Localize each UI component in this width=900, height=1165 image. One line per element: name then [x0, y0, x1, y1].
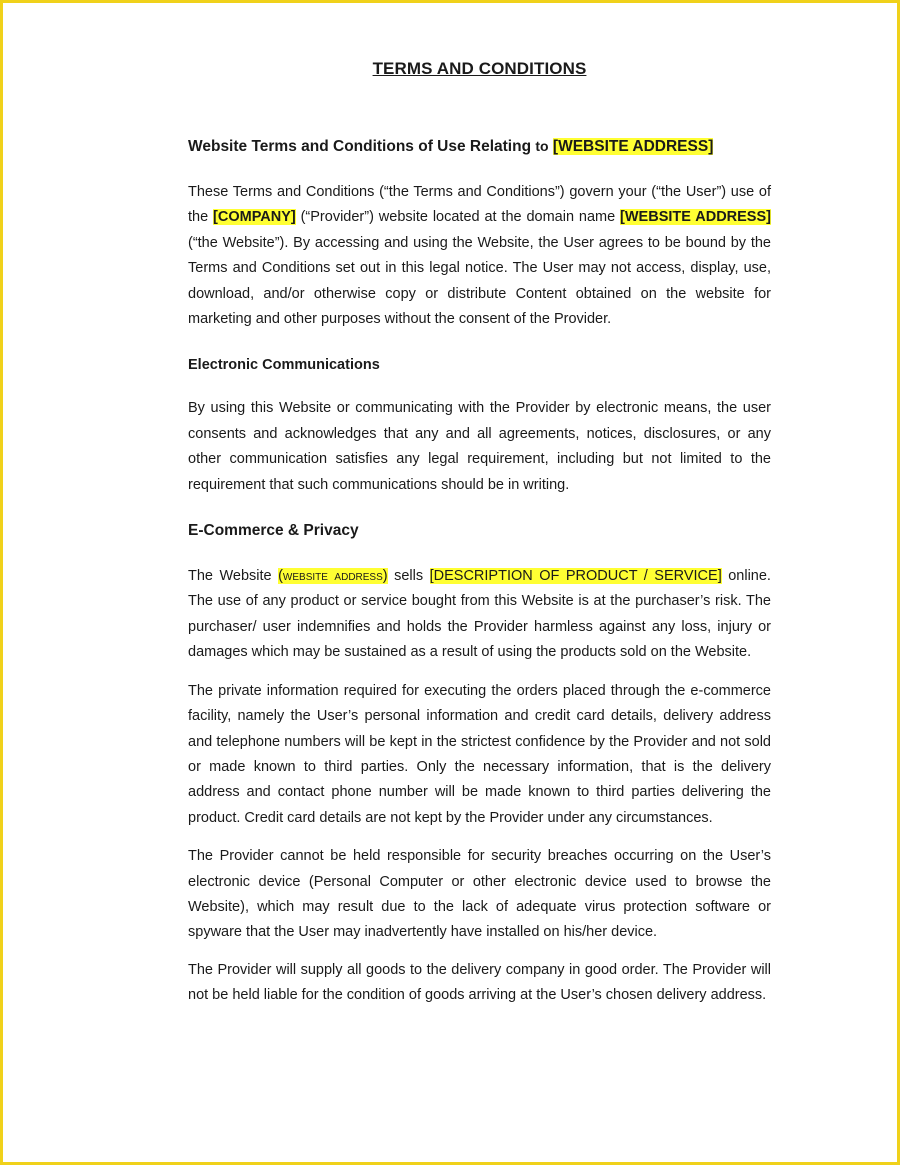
ecommerce-text-b: sells — [387, 568, 430, 585]
intro-text-c: (“the Website”). By accessing and using the Website, the User agrees to be bound by the Terms and Conditions set out in this legal notice. The User may not access, display, use, download, and/or otherwise copy or distribute Content obtained on the website for marketing and other purposes without the consent of the Provider. — [188, 234, 771, 328]
intro-text-a: These Terms and Conditions (“the Terms and Conditions”) govern your (“the User”) use of the — [188, 184, 771, 226]
placeholder-website-address: [WEBSITE ADDRESS] — [552, 138, 714, 155]
heading-to: to — [535, 138, 549, 154]
intro-paragraph — [188, 180, 771, 332]
placeholder-website-address-3: (website address) — [278, 568, 388, 585]
electronic-paragraph: By using this Website or communicating with the Provider by electronic means, the user consents and acknowledges that any and all agreements, notices, disclosures, or any other communication satisfies any legal requirement, including but not limited to the requirement that such communications should be in writing. — [188, 400, 771, 493]
section-heading-ecommerce-privacy: E-Commerce & Privacy — [188, 522, 359, 540]
section-heading-website-terms — [188, 136, 771, 157]
ecommerce-text-c: online. The use of any product or service bought from this Website is at the purchaser’s risk. The purchaser/ user indemnifies and holds the Provider harmless against any loss, injury or damages which may be sustained as a result of using the products sold on the Website. — [188, 568, 771, 661]
ecommerce-text-a: The Website — [188, 568, 279, 585]
intro-text-b: (“Provider”) website located at the domain name — [295, 209, 621, 226]
document-title: TERMS AND CONDITIONS — [372, 59, 587, 78]
document-content — [188, 59, 771, 1009]
section-heading-electronic-communications: Electronic Communications — [188, 357, 380, 374]
ecommerce-paragraph-4: The Provider will supply all goods to the delivery company in good order. The Provider will not be held liable for the condition of goods arriving at the User’s chosen delivery address. — [188, 961, 771, 1004]
ecommerce-paragraph-3: The Provider cannot be held responsible for security breaches occurring on the User’s electronic device (Personal Computer or other electronic device used to browse the Website), which may result due to the lack of adequate virus protection software or spyware that the User may inadvertently have installed on his/her device. — [188, 848, 771, 941]
placeholder-company: [COMPANY] — [213, 209, 296, 226]
placeholder-description: [DESCRIPTION OF PRODUCT / SERVICE] — [429, 568, 722, 585]
heading-text: Website Terms and Conditions of Use Relating — [188, 138, 532, 155]
ecommerce-paragraph-2: The private information required for executing the orders placed through the e-commerce facility, namely the User’s personal information and credit card details, delivery address and telephone numbers will be kept in the strictest confidence by the Provider and not sold or made known to third parties. Only the necessary information, that is the delivery address and contact phone number will be made known to third parties delivering the product. Credit card details are not kept by the Provider under any circumstances. — [188, 682, 771, 826]
placeholder-website-address-2: [WEBSITE ADDRESS] — [620, 209, 771, 226]
ecommerce-paragraph-1 — [188, 564, 771, 666]
